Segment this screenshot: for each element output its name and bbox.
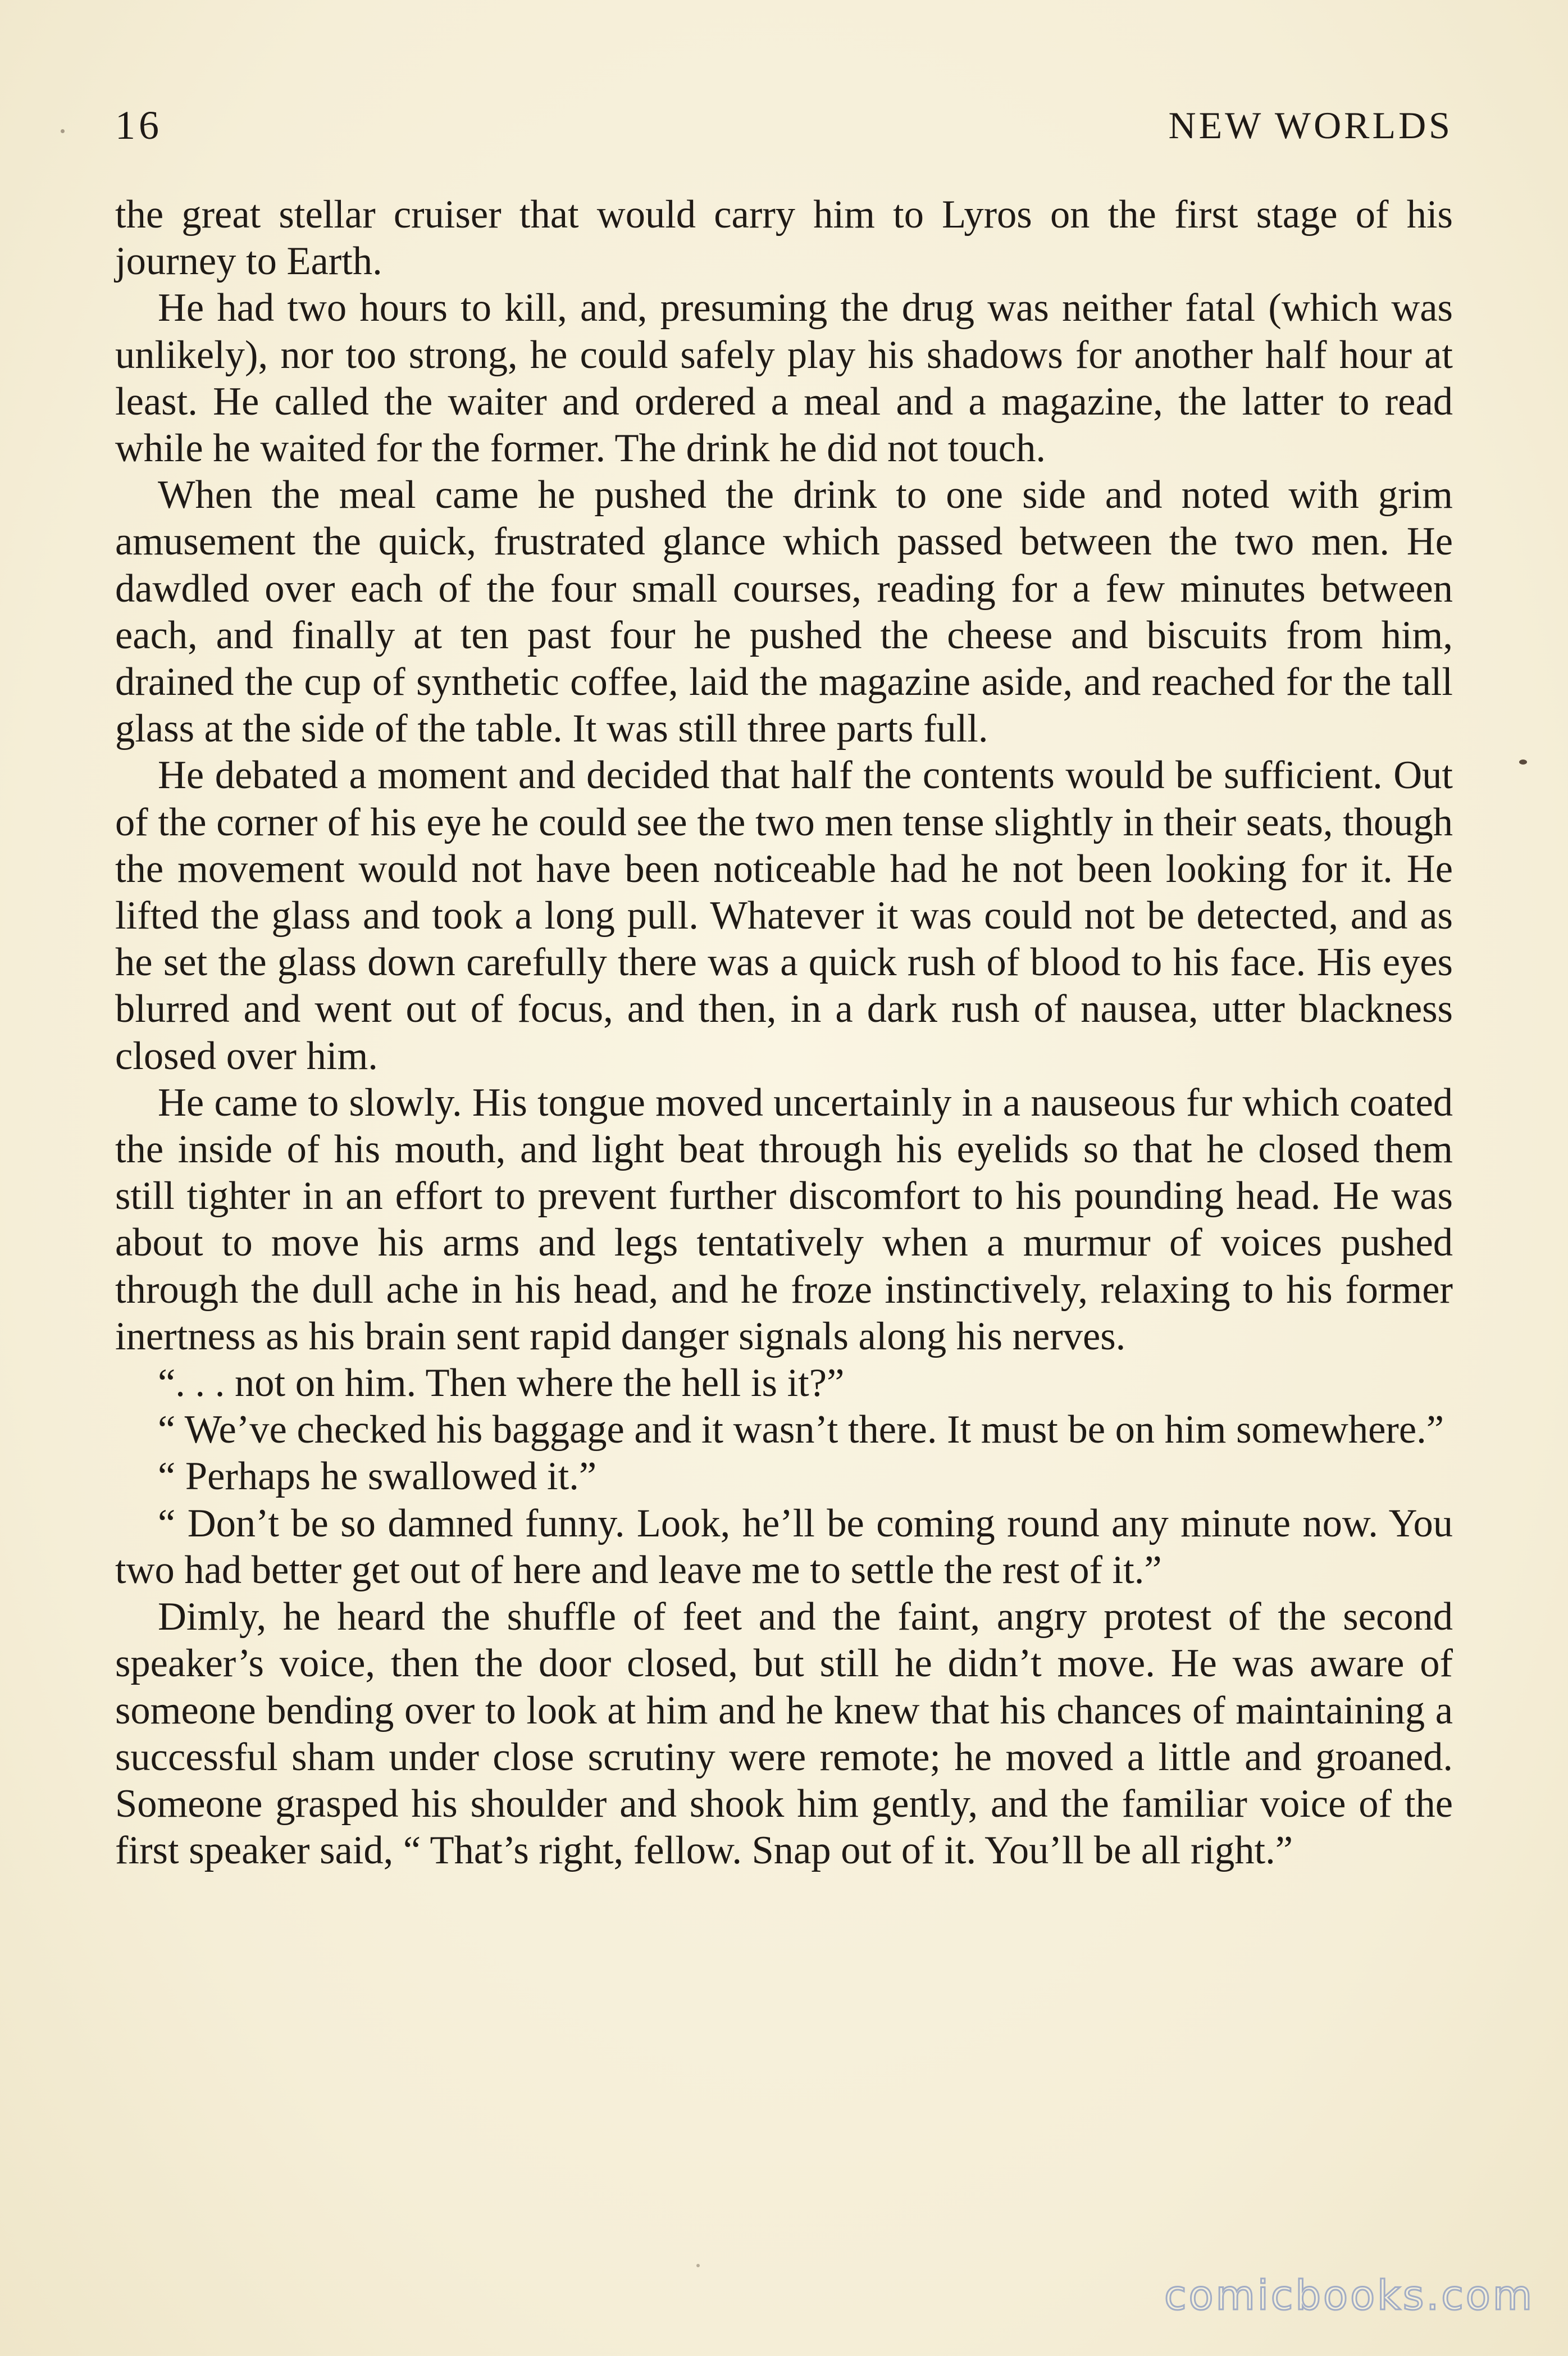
running-title: NEW WORLDS xyxy=(1168,104,1453,147)
dialogue-paragraph: “ Perhaps he swallowed it.” xyxy=(158,1454,597,1499)
dialogue-paragraph: “. . . not on him. Then where the hell is it?” xyxy=(158,1361,845,1406)
paragraph: He had two hours to kill, and, presuming the drug was neither fatal (which was unlikely), nor too strong, he could safely play his shadows for another half hour at least. He called the waiter and ordered a meal and a magazine, the latter to read while he waited for the former. The drink he did not touch. xyxy=(115,286,1453,471)
paragraph: He came to slowly. His tongue moved uncertainly in a nauseous fur which coated the inside of his mouth, and light beat through his eyelids so that he closed them still tighter in an effort to prevent further discomfort to his pounding head. He was about to move his arms and legs tentatively when a murmur of voices pushed through the dull ache in his head, and he froze instinctively, relaxing to his former inertness as his brain sent rapid danger signals along his nerves. xyxy=(115,1080,1453,1358)
paragraph: He debated a moment and decided that half the contents would be sufficient. Out of the corner of his eye he could see the two men tense slightly in their seats, though the movement would not have been noticeable had he not been looking for it. He lifted the glass and took a long pull. Whatever it was could not be detected, and as he set the glass down carefully there was a quick rush of blood to his face. His eyes blurred and went out of focus, and then, in a dark rush of nausea, utter blackness closed over him. xyxy=(115,753,1453,1078)
paper-speck xyxy=(1519,759,1527,765)
page-header xyxy=(115,94,1453,156)
paper-speck xyxy=(61,129,65,133)
dialogue-paragraph: “ We’ve checked his baggage and it wasn’t there. It must be on him somewhere.” xyxy=(158,1408,1444,1452)
paragraph: the great stellar cruiser that would carry him to Lyros on the first stage of his journey to Earth. xyxy=(115,193,1453,284)
page-number: 16 xyxy=(115,103,162,148)
body-text xyxy=(115,192,1453,1874)
dialogue-paragraph: “ Don’t be so damned funny. Look, he’ll be coming round any minute now. You two had better get out of here and leave me to settle the rest of it.” xyxy=(115,1501,1453,1592)
paper-speck xyxy=(696,2264,700,2267)
paragraph: When the meal came he pushed the drink to one side and noted with grim amusement the quick, frustrated glance which passed between the two men. He dawdled over each of the four small courses, reading for a few minutes between each, and finally at ten past four he pushed the cheese and biscuits from him, drained the cup of synthetic coffee, laid the magazine aside, and reached for the tall glass at the side of the table. It was still three parts full. xyxy=(115,473,1453,751)
paragraph: Dimly, he heard the shuffle of feet and the faint, angry protest of the second speaker’s voice, then the door closed, but still he didn’t move. He was aware of someone bending over to look at him and he knew that his chances of maintaining a successful sham under close scrutiny were remote; he moved a little and groaned. Someone grasped his shoulder and shook him gently, and the familiar voice of the first speaker said, “ That’s right, fellow. Snap out of it. You’ll be all right.” xyxy=(115,1595,1453,1873)
watermark: comicbooks.com xyxy=(1164,2272,1534,2319)
